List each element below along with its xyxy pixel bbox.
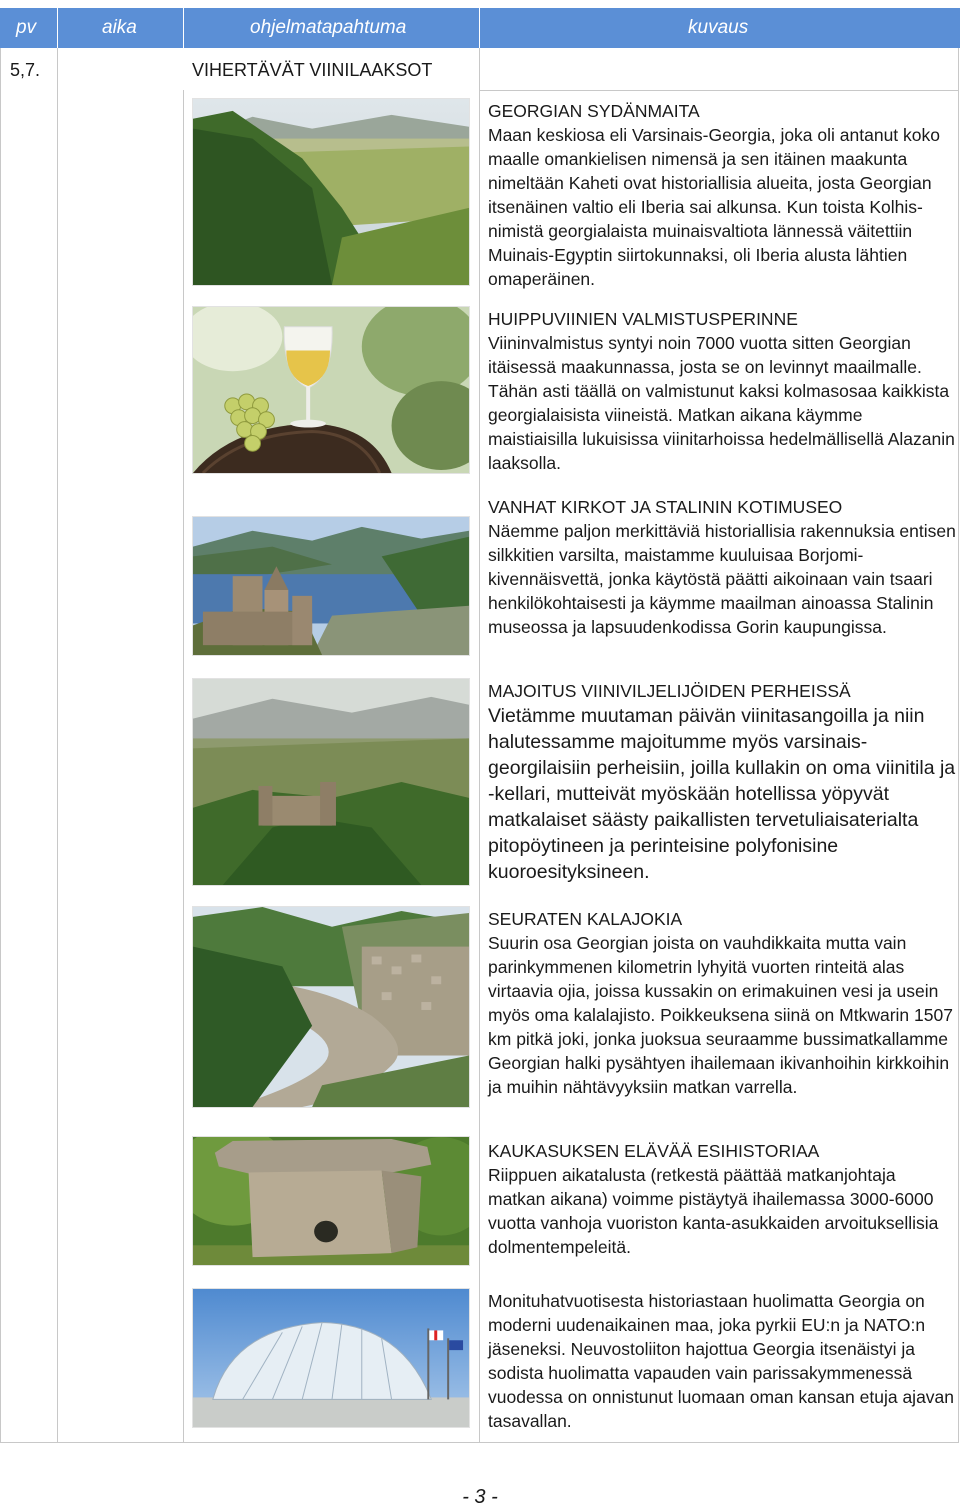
grid-line [958,48,959,1442]
section-body: Näemme paljon merkittäviä historiallisia rakennuksia entisen silkkitien varsilta, maistamme kuuluisaa Borjomi-kivennäisvettä, jonka käytöstä päätti aikoinaan vain tsaari henkilökohtaisesti ja käymme maailman ainoassa Stalinin museossa ja lapsuudenkodissa Gorin kaupungissa. [488,521,956,637]
section-body: Monituhatvuotisesta historiastaan huolimatta Georgia on moderni uudenaikainen maa, joka pyrkii EU:n ja NATO:n jäseneksi. Neuvostoliiton hajottua Georgia itsenäistyi ja sodista huolimatta vapauden vain parissakymmenessä vuodessa on onnistunut luomaan oman kansan etuja ajavan tasavallan. [488,1291,955,1431]
day-number: 5,7. [10,60,41,80]
fortress-hills-photo [192,678,470,886]
grid-line [57,48,58,1442]
river-town-photo [192,906,470,1108]
section-title: GEORGIAN SYDÄNMAITA [488,101,700,121]
section-georgian-sydanmaita [488,99,956,291]
section-body: Suurin osa Georgian joista on vauhdikkaita mutta vain parinkymmenen kilometrin lyhyitä vuorten rinteitä alas virtaavia ojia, joissa kussakin on erimakuinen vesi ja usein myös oma kalalajisto. Poikkeuksena siinä on Mtkwarin 1507 km pitkä joki, jonka juoksua seuraamme bussimatkallamme Georgian halki pysähtyen ihailemaan ikivanhoihin kirkkoihin ja muihin nähtävyyksiin matkan varrella. [488,933,953,1097]
wine-glass-photo [192,306,470,474]
header-ohjelmatapahtuma-label: ohjelmatapahtuma [250,17,407,38]
section-kaukasuksen [488,1139,956,1259]
section-body: Maan keskiosa eli Varsinais-Georgia, joka oli antanut koko maalle omankielisen nimensä ja sen itäinen maakunta nimeltään Kaheti ovat historiallisia alueita, josta Georgian itsenäinen valtio eli Iberia sai alkunsa. Kun toista Kolhis-nimistä georgialaista muinaisvaltiota lännessä väitettiin Muinais-Egyptin siirtokunnaksi, oli Iberia alusta lähtien omaperäinen. [488,125,940,289]
header-pv [0,8,57,48]
section-huippuviinien [488,307,956,475]
section-title: VANHAT KIRKOT JA STALININ KOTIMUSEO [488,497,843,517]
section-title: KAUKASUKSEN ELÄVÄÄ ESIHISTORIAA [488,1141,820,1161]
church-lake-photo [192,516,470,656]
header-aika [58,8,183,48]
header-kuvaus [480,8,960,48]
page-number: - 3 - [462,1486,498,1508]
section-title: MAJOITUS VIINIVILJELIJÖIDEN PERHEISSÄ [488,681,851,701]
modern-building-photo [192,1288,470,1428]
section-majoitus [488,679,956,885]
program-title: VIHERTÄVÄT VIINILAAKSOT [192,60,433,80]
grid-line [0,1442,959,1443]
section-seuraten-kalajokia [488,907,956,1099]
grid-line [0,48,1,1442]
section-body: Vietämme muutaman päivän viinitasangoilla ja niin halutessamme majoitumme myös varsinais-georgilaisiin perheisiin, joilla kullakin on oma viinitila ja -kellari, mutteivät myöskään hotellissa yöpyvät matkalaiset säästy paikallisten tervetuliaisaterialta pitopöytineen ja perinteisine polyfonisine kuoroesityksineen. [488,705,956,883]
header-ohjelmatapahtuma [184,8,479,48]
section-title: SEURATEN KALAJOKIA [488,909,683,929]
section-title: HUIPPUVIINIEN VALMISTUSPERINNE [488,309,798,329]
header-aika-label: aika [102,17,137,38]
dolmen-photo [192,1136,470,1266]
section-moderni-georgia [488,1289,956,1433]
grid-line [479,90,959,91]
section-body: Viininvalmistus syntyi noin 7000 vuotta sitten Georgian itäisessä maakunnassa, josta se on levinnyt maailmalle. Tähän asti täällä on valmistunut kaksi kolmasosaa kaikkista georgialaisista viineistä. Matkan aikana käymme maistiaisilla lukuisissa viinitarhoissa hedelmällisellä Alazanin laaksolla. [488,333,955,473]
section-vanhat-kirkot [488,495,956,639]
header-kuvaus-label: kuvaus [688,17,749,38]
valley-photo [192,98,470,286]
grid-line [479,48,480,1442]
header-pv-label: pv [16,17,37,38]
section-body: Riippuen aikatalusta (retkestä päättää matkanjohtaja matkan aikana) voimme pistäytyä ihailemassa 3000-6000 vuotta vanhoja vuoriston kanta-asukkaiden arvoituksellisia dolmentempeleitä. [488,1165,939,1257]
grid-line [183,90,184,1442]
